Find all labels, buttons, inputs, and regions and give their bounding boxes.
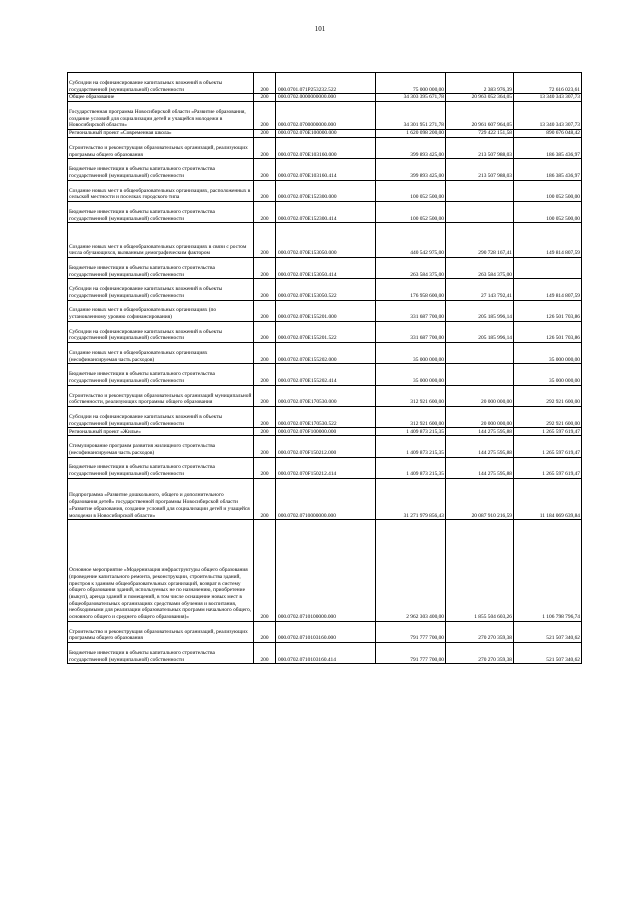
row-amount-2: 20 000 000,00: [446, 407, 514, 428]
table-row: [68, 223, 582, 258]
row-amount-3: 100 052 500,00: [514, 180, 582, 201]
row-amount-2: 205 185 996,14: [446, 300, 514, 321]
table-row: [68, 436, 582, 457]
table-row: [68, 621, 582, 642]
row-description: Субсидии на софинансирование капитальных вложений в объекты государственной (муниципальной) собственности: [68, 73, 254, 94]
row-amount-3: 100 052 500,00: [514, 201, 582, 222]
table-row: [68, 407, 582, 428]
row-classification-code: 000.0702.0710103160.414: [276, 643, 376, 664]
row-amount-3: 521 507 340,62: [514, 643, 582, 664]
row-classification-code: 000.0702.070E153050.000: [276, 223, 376, 258]
row-classification-code: 000.0702.0710000000.000: [276, 478, 376, 519]
row-admin-code: 200: [254, 201, 276, 222]
row-classification-code: 000.0702.070E170530.522: [276, 407, 376, 428]
row-amount-3: 521 507 340,62: [514, 621, 582, 642]
row-amount-3: 292 921 600,00: [514, 385, 582, 406]
row-amount-1: 100 052 500,00: [376, 201, 446, 222]
row-classification-code: 000.0701.071P253232.522: [276, 73, 376, 94]
row-admin-code: 200: [254, 223, 276, 258]
row-description: Создание новых мест в общеобразовательных организациях в связи с ростом числа обучающихся, вызванным демографическим фактором: [68, 223, 254, 258]
row-admin-code: 200: [254, 279, 276, 300]
table-row: [68, 457, 582, 478]
row-amount-1: 440 542 975,00: [376, 223, 446, 258]
row-classification-code: 000.0702.070F150212.414: [276, 457, 376, 478]
row-amount-2: 20 961 607 964,05: [446, 102, 514, 130]
table-row: [68, 300, 582, 321]
table-row: [68, 180, 582, 201]
table-row: [68, 257, 582, 278]
row-classification-code: 000.0702.0710103160.000: [276, 621, 376, 642]
row-description: Основное мероприятие «Модернизация инфраструктуры общего образования (проведение капитального ремонта, реконструкции, строительства зданий, пристроя к зданиям общеобразовательных организаций, возврат в систему общего образования зданий, используемых не по назначению, приобретение (выкуп), аренда зданий и помещений, в том числе оснащение новых мест в общеобразовательных организациях средствами обучения и воспитания, необходимыми для реализации образовательных программ начального общего, основного общего и среднего общего образования)»: [68, 520, 254, 622]
row-admin-code: 200: [254, 73, 276, 94]
row-amount-2: [446, 343, 514, 364]
row-amount-2: 20 000 000,00: [446, 385, 514, 406]
row-description: Общее образование: [68, 94, 254, 102]
row-classification-code: 000.0702.070E155201.522: [276, 321, 376, 342]
row-amount-2: 263 584 375,00: [446, 257, 514, 278]
row-amount-2: 270 270 359,38: [446, 621, 514, 642]
row-amount-3: 186 385 436,97: [514, 138, 582, 159]
row-amount-3: 1 265 597 619,47: [514, 428, 582, 436]
row-amount-1: 1 409 873 215,35: [376, 436, 446, 457]
row-amount-2: 2 383 976,39: [446, 73, 514, 94]
row-amount-3: 11 184 069 639,84: [514, 478, 582, 519]
row-classification-code: 000.0702.070E155201.000: [276, 300, 376, 321]
row-description: Создание новых мест в общеобразовательных организациях (несофинансируемая часть расходов): [68, 343, 254, 364]
row-amount-1: 34 301 951 271,78: [376, 102, 446, 130]
row-amount-3: 1 106 798 796,74: [514, 520, 582, 622]
row-amount-1: 791 777 700,00: [376, 621, 446, 642]
row-amount-2: [446, 201, 514, 222]
row-description: Бюджетные инвестиции в объекты капитального строительства государственной (муниципальной) собственности: [68, 257, 254, 278]
row-amount-1: 399 893 425,00: [376, 159, 446, 180]
row-admin-code: 200: [254, 94, 276, 102]
row-admin-code: 200: [254, 457, 276, 478]
row-amount-3: 35 000 000,00: [514, 364, 582, 385]
row-description: Бюджетные инвестиции в объекты капитального строительства государственной (муниципальной) собственности: [68, 457, 254, 478]
table-row: [68, 364, 582, 385]
table-row: [68, 321, 582, 342]
row-amount-3: 72 616 023,61: [514, 73, 582, 94]
row-admin-code: 200: [254, 300, 276, 321]
row-admin-code: 200: [254, 180, 276, 201]
row-classification-code: 000.0702.070F150212.000: [276, 436, 376, 457]
table-row: [68, 102, 582, 130]
row-admin-code: 200: [254, 159, 276, 180]
row-amount-3: 13 340 343 307,73: [514, 94, 582, 102]
row-amount-1: 100 052 500,00: [376, 180, 446, 201]
table-row: [68, 343, 582, 364]
row-admin-code: 200: [254, 643, 276, 664]
row-amount-2: 270 270 359,38: [446, 643, 514, 664]
row-amount-2: 27 143 792,41: [446, 279, 514, 300]
row-description: Подпрограмма «Развитие дошкольного, общего и дополнительного образования детей» государственной программы Новосибирской области «Развитие образования, создание условий для социализации детей и учащейся молодежи в Новосибирской области»: [68, 478, 254, 519]
row-amount-3: 1 265 597 619,47: [514, 457, 582, 478]
row-amount-2: 144 275 595,88: [446, 428, 514, 436]
row-amount-3: 35 000 000,00: [514, 343, 582, 364]
row-admin-code: 200: [254, 385, 276, 406]
row-admin-code: 200: [254, 407, 276, 428]
row-description: Региональный проект «Современная школа»: [68, 130, 254, 138]
row-amount-2: [446, 180, 514, 201]
row-amount-2: 213 507 988,03: [446, 159, 514, 180]
row-amount-1: 791 777 700,00: [376, 643, 446, 664]
row-amount-1: 75 000 000,00: [376, 73, 446, 94]
row-description: Стимулирование программ развития жилищного строительства (несофинансируемая часть расходов): [68, 436, 254, 457]
row-admin-code: 200: [254, 436, 276, 457]
row-amount-2: 20 087 910 216,59: [446, 478, 514, 519]
row-admin-code: 200: [254, 364, 276, 385]
table-row: [68, 279, 582, 300]
row-amount-1: 31 271 979 856,43: [376, 478, 446, 519]
row-admin-code: 200: [254, 520, 276, 622]
row-amount-1: 34 303 395 671,78: [376, 94, 446, 102]
row-amount-2: [446, 364, 514, 385]
row-amount-1: 399 893 425,00: [376, 138, 446, 159]
row-description: Бюджетные инвестиции в объекты капитального строительства государственной (муниципальной) собственности: [68, 201, 254, 222]
page-number: 101: [314, 25, 326, 33]
row-amount-3: 149 814 807,59: [514, 223, 582, 258]
row-amount-1: 176 958 600,00: [376, 279, 446, 300]
row-description: Региональный проект «Жилье»: [68, 428, 254, 436]
row-classification-code: 000.0702.0710100000.000: [276, 520, 376, 622]
row-admin-code: 200: [254, 621, 276, 642]
row-amount-3: 13 340 343 307,73: [514, 102, 582, 130]
row-amount-3: 149 814 807,59: [514, 279, 582, 300]
table-row: [68, 73, 582, 94]
row-classification-code: 000.0702.070E155202.414: [276, 364, 376, 385]
row-amount-1: 331 687 700,00: [376, 321, 446, 342]
row-admin-code: 200: [254, 102, 276, 130]
row-amount-1: 35 000 000,00: [376, 364, 446, 385]
table-row: [68, 159, 582, 180]
row-classification-code: 000.0702.0000000000.000: [276, 94, 376, 102]
row-classification-code: 000.0702.070E155202.000: [276, 343, 376, 364]
row-amount-2: 213 507 988,03: [446, 138, 514, 159]
row-description: Строительство и реконструкция образовательных организаций, реализующих программы общего образования: [68, 621, 254, 642]
row-amount-3: 890 676 048,42: [514, 130, 582, 138]
row-admin-code: 200: [254, 130, 276, 138]
row-classification-code: 000.0702.070E100000.000: [276, 130, 376, 138]
budget-table: [67, 72, 582, 664]
row-classification-code: 000.0702.070E103160.414: [276, 159, 376, 180]
row-amount-3: 126 501 703,86: [514, 300, 582, 321]
row-description: Государственная программа Новосибирской области «Развитие образования, создание условий для социализации детей и учащейся молодежи в Новосибирской области»: [68, 102, 254, 130]
table-row: [68, 385, 582, 406]
table-row: [68, 201, 582, 222]
row-admin-code: 200: [254, 343, 276, 364]
row-classification-code: 000.0702.070E153050.414: [276, 257, 376, 278]
row-amount-1: 1 409 873 215,35: [376, 428, 446, 436]
row-amount-1: 1 620 098 200,00: [376, 130, 446, 138]
row-amount-2: 205 185 996,14: [446, 321, 514, 342]
row-amount-1: 331 687 700,00: [376, 300, 446, 321]
row-admin-code: 200: [254, 321, 276, 342]
row-description: Создание новых мест в общеобразовательных организациях (по установленному уровню софинансирования): [68, 300, 254, 321]
row-description: Субсидии на софинансирование капитальных вложений в объекты государственной (муниципальной) собственности: [68, 321, 254, 342]
row-amount-3: 186 385 436,97: [514, 159, 582, 180]
row-amount-1: 312 921 600,00: [376, 385, 446, 406]
row-amount-3: 126 501 703,86: [514, 321, 582, 342]
row-amount-3: 1 265 597 619,47: [514, 436, 582, 457]
table-row: [68, 138, 582, 159]
row-amount-2: 729 422 151,58: [446, 130, 514, 138]
row-amount-1: 35 000 000,00: [376, 343, 446, 364]
row-amount-1: 312 921 600,00: [376, 407, 446, 428]
row-description: Субсидии на софинансирование капитальных вложений в объекты государственной (муниципальной) собственности: [68, 407, 254, 428]
row-classification-code: 000.0702.070E170530.000: [276, 385, 376, 406]
table-row: [68, 130, 582, 138]
row-amount-1: 1 409 873 215,35: [376, 457, 446, 478]
row-classification-code: 000.0702.0700000000.000: [276, 102, 376, 130]
row-description: Строительство и реконструкция образовательных организаций муниципальной собственности, реализующих программы общего образования: [68, 385, 254, 406]
row-admin-code: 200: [254, 478, 276, 519]
row-classification-code: 000.0702.070F100000.000: [276, 428, 376, 436]
row-amount-2: 1 855 504 603,26: [446, 520, 514, 622]
row-admin-code: 200: [254, 138, 276, 159]
row-amount-1: 263 584 375,00: [376, 257, 446, 278]
row-admin-code: 200: [254, 428, 276, 436]
row-amount-3: [514, 257, 582, 278]
row-classification-code: 000.0702.070E152300.414: [276, 201, 376, 222]
row-amount-2: 290 728 167,41: [446, 223, 514, 258]
row-amount-1: 2 962 303 400,00: [376, 520, 446, 622]
row-classification-code: 000.0702.070E153050.522: [276, 279, 376, 300]
row-classification-code: 000.0702.070E152300.000: [276, 180, 376, 201]
row-admin-code: 200: [254, 257, 276, 278]
row-classification-code: 000.0702.070E103160.000: [276, 138, 376, 159]
table-row: [68, 478, 582, 519]
row-description: Субсидии на софинансирование капитальных вложений в объекты государственной (муниципальной) собственности: [68, 279, 254, 300]
row-description: Строительство и реконструкция образовательных организаций, реализующих программы общего образования: [68, 138, 254, 159]
table-row: [68, 428, 582, 436]
table-row: [68, 94, 582, 102]
table-row: [68, 643, 582, 664]
row-amount-2: 20 963 052 364,05: [446, 94, 514, 102]
row-description: Бюджетные инвестиции в объекты капитального строительства государственной (муниципальной) собственности: [68, 364, 254, 385]
table-body: [68, 73, 582, 664]
row-description: Бюджетные инвестиции в объекты капитального строительства государственной (муниципальной) собственности: [68, 643, 254, 664]
row-description: Бюджетные инвестиции в объекты капитального строительства государственной (муниципальной) собственности: [68, 159, 254, 180]
table-row: [68, 520, 582, 622]
row-description: Создание новых мест в общеобразовательных организациях, расположенных в сельской местности и поселках городского типа: [68, 180, 254, 201]
row-amount-3: 292 921 600,00: [514, 407, 582, 428]
row-amount-2: 144 275 595,88: [446, 457, 514, 478]
row-amount-2: 144 275 595,88: [446, 436, 514, 457]
